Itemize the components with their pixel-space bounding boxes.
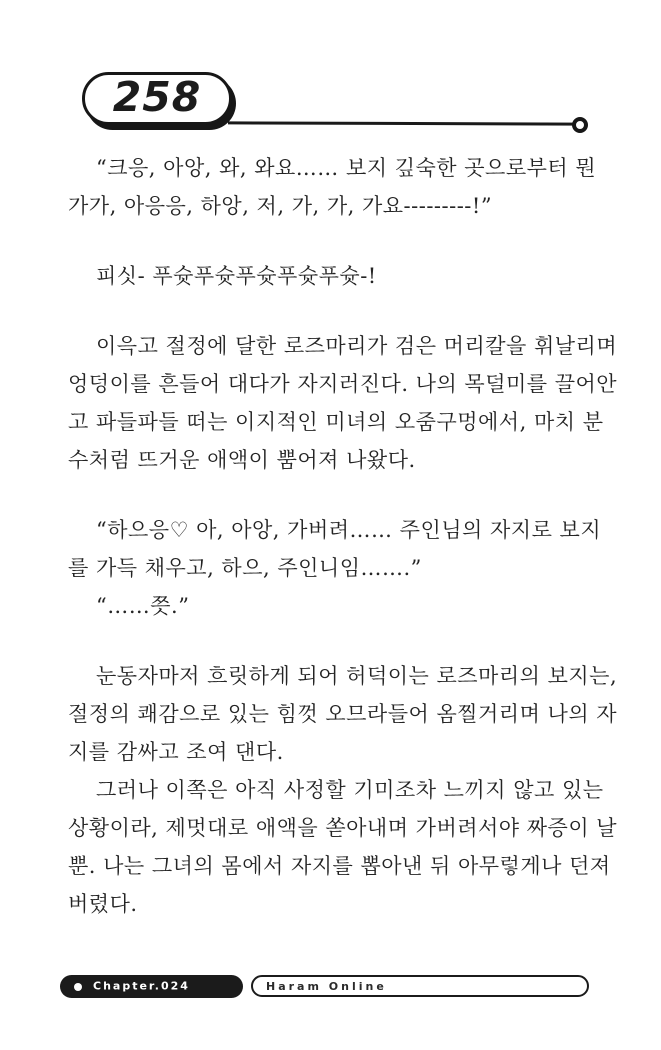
chapter-label: Chapter.024 bbox=[93, 979, 190, 993]
text-line: 수처럼 뜨거운 애액이 뿜어져 나왔다. bbox=[68, 448, 416, 472]
page-number: 258 bbox=[112, 72, 202, 121]
text-line: 엉덩이를 흔들어 대다가 자지러진다. 나의 목덜미를 끌어안 bbox=[68, 372, 618, 396]
text-line: 피싯- 푸슛푸슛푸슛푸슛푸슛-! bbox=[96, 264, 377, 288]
text-line: 가가, 아응응, 하앙, 저, 가, 가, 가요---------!” bbox=[68, 194, 493, 218]
header-rule bbox=[228, 121, 580, 125]
text-line: 고 파들파들 떠는 이지적인 미녀의 오줌구멍에서, 마치 분 bbox=[68, 410, 604, 434]
novel-text bbox=[68, 149, 618, 923]
header-ring-icon bbox=[572, 117, 588, 133]
page-number-badge bbox=[82, 72, 232, 125]
text-line: 를 가득 채우고, 하으, 주인니임…….” bbox=[68, 556, 422, 580]
paragraph-dialogue-1 bbox=[68, 149, 602, 225]
text-line: 뿐. 나는 그녀의 몸에서 자지를 뽑아낸 뒤 아무렇게나 던져 bbox=[68, 854, 611, 878]
text-line: 절정의 쾌감으로 있는 힘껏 오므라들어 옴찔거리며 나의 자 bbox=[68, 702, 618, 726]
text-line: 이윽고 절정에 달한 로즈마리가 검은 머리칼을 휘날리며 bbox=[96, 334, 618, 358]
bullet-icon bbox=[74, 983, 82, 991]
text-line: “……쯧.” bbox=[96, 594, 190, 618]
paragraph-narration-2 bbox=[68, 657, 618, 771]
book-title: Haram Online bbox=[266, 979, 387, 993]
text-line: 눈동자마저 흐릿하게 되어 허덕이는 로즈마리의 보지는, bbox=[96, 664, 618, 688]
paragraph-dialogue-2 bbox=[68, 511, 602, 625]
text-line: “크응, 아앙, 와, 와요…… 보지 깊숙한 곳으로부터 뭔 bbox=[96, 156, 597, 180]
chapter-badge bbox=[60, 975, 243, 998]
paragraph-narration-1 bbox=[68, 327, 618, 479]
text-line: 그러나 이쪽은 아직 사정할 기미조차 느끼지 않고 있는 bbox=[96, 778, 604, 802]
paragraph-sfx bbox=[68, 257, 602, 295]
text-line: 지를 감싸고 조여 댄다. bbox=[68, 740, 284, 764]
text-line: “하으응♡ 아, 아앙, 가버려…… 주인님의 자지로 보지 bbox=[96, 518, 602, 542]
paragraph-narration-3 bbox=[68, 771, 618, 923]
text-line: 버렸다. bbox=[68, 892, 138, 916]
book-title-badge bbox=[251, 975, 589, 997]
text-line: 상황이라, 제멋대로 애액을 쏟아내며 가버려서야 짜증이 날 bbox=[68, 816, 618, 840]
